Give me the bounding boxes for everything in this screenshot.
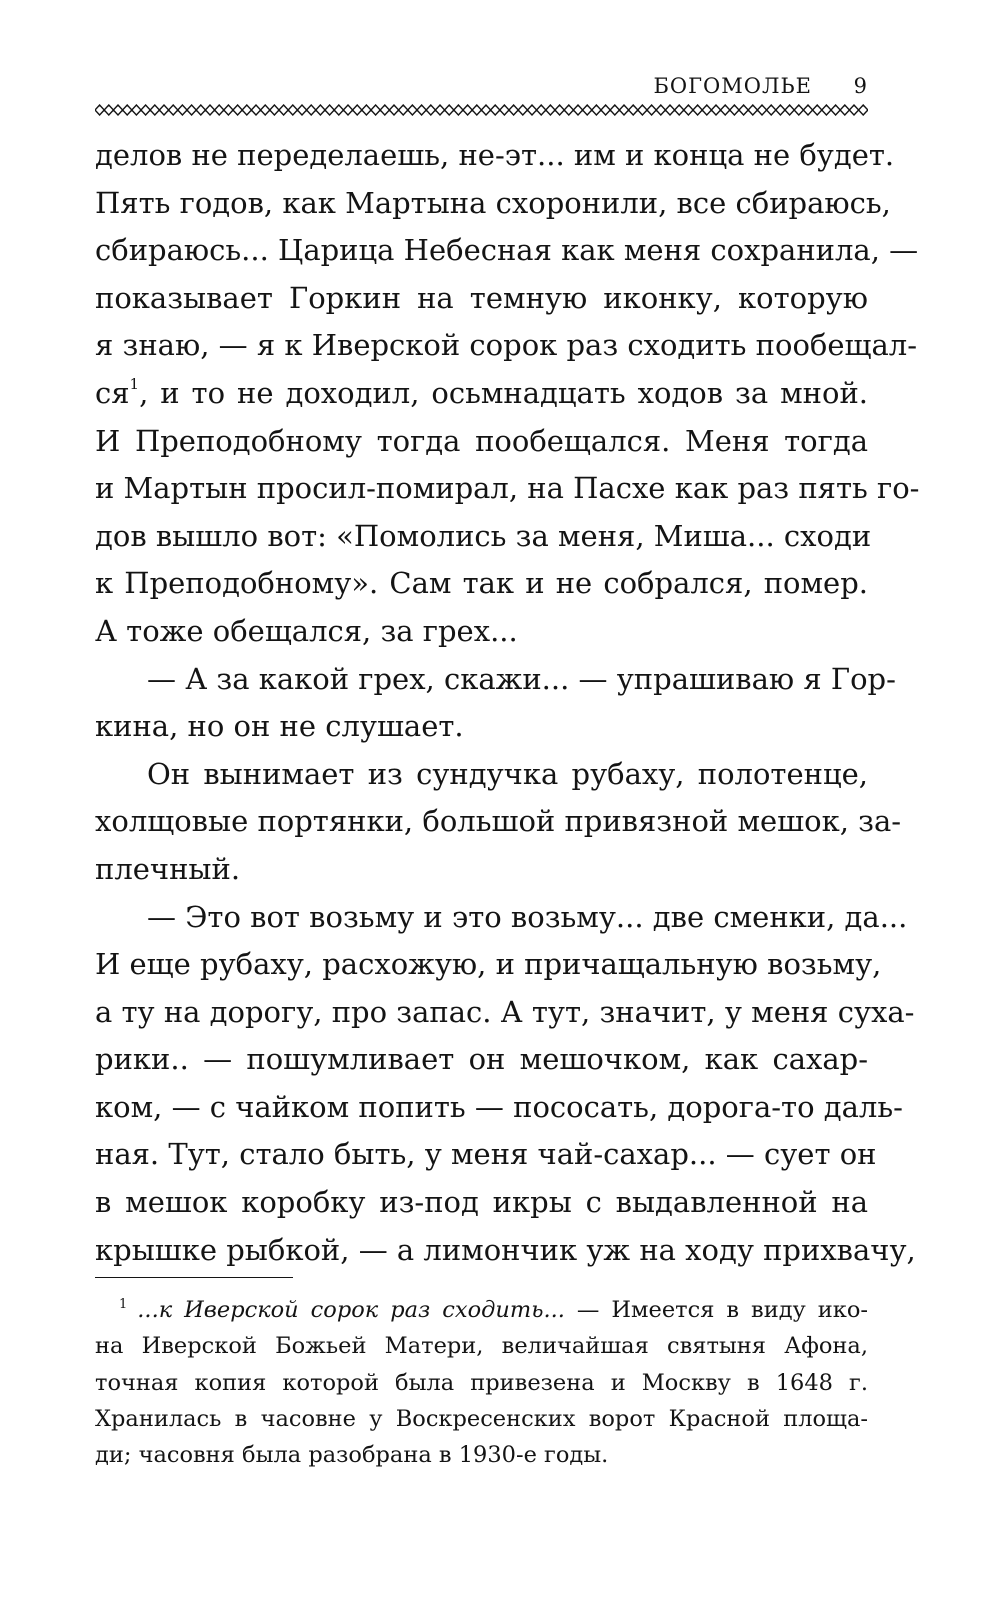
running-head <box>95 68 868 104</box>
text-line: ная. Тут, стало быть, у меня чай-сахар... — сует он <box>95 1137 877 1172</box>
text-line: ком, — с чайком попить — пососать, дорога-то даль- <box>95 1089 903 1124</box>
text-line: кина, но он не слушает. <box>95 709 464 744</box>
zigzag-ornament-icon <box>95 104 868 116</box>
text-line-with-note <box>95 370 868 418</box>
text-line: в мешок коробку из-под икры с выдавленной на <box>95 1185 868 1220</box>
footnote <box>95 1292 868 1473</box>
text-line: к Преподобному». Сам так и не собрался, помер. <box>95 566 868 601</box>
text-line: а ту на дорогу, про запас. А тут, значит, у меня суха- <box>95 994 915 1029</box>
footnote-line: на Иверской Божьей Матери, величайшая святыня Афона, <box>95 1333 868 1360</box>
text-line: Пять годов, как Мартына схоронили, все сбираюсь, <box>95 185 891 220</box>
footnote-quote: ...к Иверской сорок раз сходить... <box>137 1297 565 1323</box>
footnote-line <box>95 1292 868 1328</box>
footnote-reference: 1 <box>129 374 140 393</box>
text-line: я знаю, — я к Иверской сорок раз сходить пообещал- <box>95 328 918 363</box>
footnote-line: ди; часовня была разобрана в 1930-е годы. <box>95 1442 609 1469</box>
text-line: сбираюсь... Царица Небесная как меня сохранила, — <box>95 233 919 268</box>
text-line: — Это вот возьму и это возьму... две сменки, да... <box>147 899 908 934</box>
text-line: плечный. <box>95 851 241 886</box>
text-line: И еще рубаху, расхожую, и причащальную возьму, <box>95 947 882 982</box>
main-text <box>95 132 920 1274</box>
text-line: Он вынимает из сундучка рубаху, полотенце, <box>147 756 868 791</box>
footnote-marker: 1 <box>119 1297 128 1312</box>
footnote-text: — Имеется в виду ико- <box>564 1297 868 1323</box>
decorative-border-ornament <box>95 104 868 116</box>
text-fragment: ся <box>95 375 130 410</box>
text-line: холщовые портянки, большой привязной мешок, за- <box>95 804 902 839</box>
text-line: — А за какой грех, скажи... — упрашиваю я Гор- <box>147 661 896 696</box>
footnote-line: Хранилась в часовне у Воскресенских ворот Красной площа- <box>95 1405 868 1432</box>
text-line: И Преподобному тогда пообещался. Меня тогда <box>95 423 868 458</box>
footnote-line: точная копия которой была привезена и Москву в 1648 г. <box>95 1369 868 1396</box>
page-number: 9 <box>853 74 868 98</box>
text-fragment: , и то не доходил, осьмнадцать ходов за мной. <box>139 375 868 410</box>
text-line: дов вышло вот: «Помолись за меня, Миша... сходи <box>95 518 872 553</box>
text-line: рики.. — пошумливает он мешочком, как сахар- <box>95 1042 868 1077</box>
text-line: А тоже обещался, за грех... <box>95 613 518 648</box>
footnote-separator <box>95 1277 293 1278</box>
text-line: крышке рыбкой, — а лимончик уж на ходу прихвачу, <box>95 1232 916 1267</box>
text-line: делов не переделаешь, не-эт... им и конца не будет. <box>95 138 895 172</box>
text-line: показывает Горкин на темную иконку, которую <box>95 280 868 315</box>
text-line: и Мартын просил-помирал, на Пасхе как раз пять го- <box>95 471 920 506</box>
running-title: БОГОМОЛЬЕ <box>653 74 812 98</box>
